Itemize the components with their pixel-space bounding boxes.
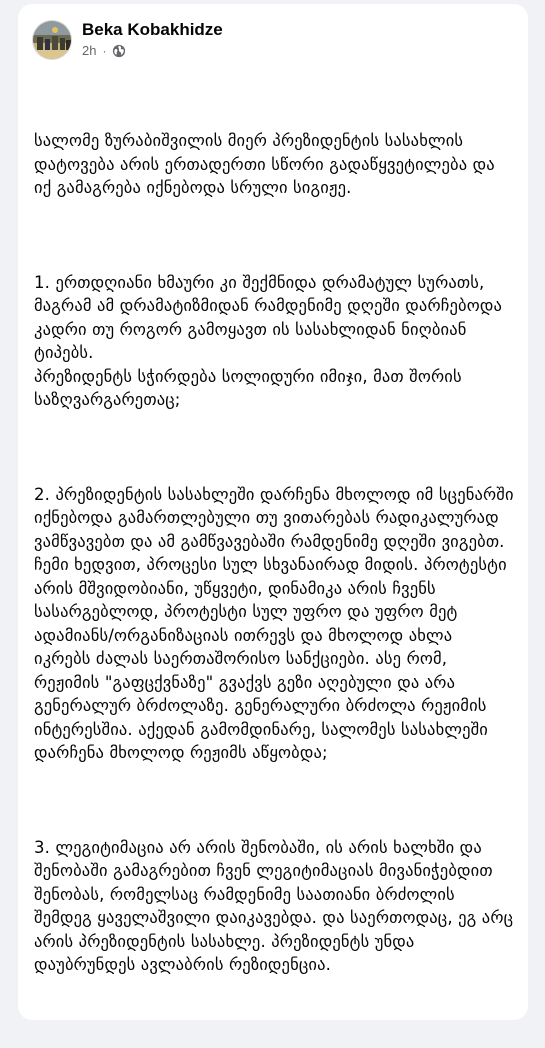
globe-icon[interactable] — [112, 44, 126, 58]
author-name[interactable]: Beka Kobakhidze — [82, 20, 223, 39]
post-card — [18, 4, 528, 1020]
post-header — [32, 18, 514, 62]
post-paragraph-2: 2. პრეზიდენტის სასახლეში დარჩენა მხოლოდ იმ სცენარში იქნებოდა გამართლებული თუ ვითარებას რადიკალურად ვამწვავებთ და ამ გამწვავებაში რამდენიმე დღეში ვიგებთ. ჩემი ხედვით, პროცესი სულ სხვანაირად მიდის. პროტესტი არის მშვიდობიანი, უწყვეტი, დინამიკა არის ჩვენს სასარგებლოდ, პროტესტი სულ უფრო და უფრო მეტ ადამიანს/ორგანიზაციას ითრევს და მხოლოდ ახლა იკრებს ძალას საერთაშორისო სანქციები. ასე რომ, რეჟიმის "გაფცქვნაზე" გვაქვს გეზი აღებული და არა გენერალურ ბრძოლაზე. გენერალური ბრძოლა რეჟიმის ინტერესშია. აქედან გამომდინარე, სალომეს სასახლეში დარჩენა მხოლოდ რეჟიმს აწყობდა; — [34, 484, 520, 762]
post-timestamp[interactable]: 2h — [82, 43, 97, 58]
post-paragraph-1: 1. ერთდღიანი ხმაური კი შექმნიდა დრამატულ სურათს, მაგრამ ამ დრამატიზმიდან რამდენიმე დღეში დარჩებოდა კადრი თუ როგორ გამოყავთ ის სასახლიდან ნიღბიან ტიპებს. პრეზიდენტს სჭირდება სოლიდური იმიჯი, მათ შორის საზღვარგარეთაც; — [34, 272, 503, 409]
post-paragraph-intro: სალომე ზურაბიშვილის მიერ პრეზიდენტის სასახლის დატოვება არის ერთადერთი სწორი გადაწყვეტილება და იქ გამაგრება იქნებოდა სრული სიგიჟე. — [34, 131, 501, 197]
post-paragraph-3: 3. ლეგიტიმაცია არ არის შენობაში, ის არის ხალხში და შენობაში გამაგრებით ჩვენ ლეგიტიმაციას მივანიჭებდით შენობას, რომელსაც რამდენიმე საათიანი ბრძოლის შემდეგ ყაველაშვილი დაიკავებდა. და საერთოდაც, ეგ არც არის პრეზიდენტის სასახლე. პრეზიდენტს უნდა დაუბრუნდეს ავლაბრის რეზიდენცია. — [34, 837, 519, 974]
post-body — [32, 82, 520, 1048]
avatar[interactable] — [32, 20, 72, 60]
avatar-image — [33, 21, 72, 60]
post-meta — [82, 20, 223, 60]
post-subline — [82, 42, 223, 60]
separator-dot: · — [102, 44, 107, 58]
